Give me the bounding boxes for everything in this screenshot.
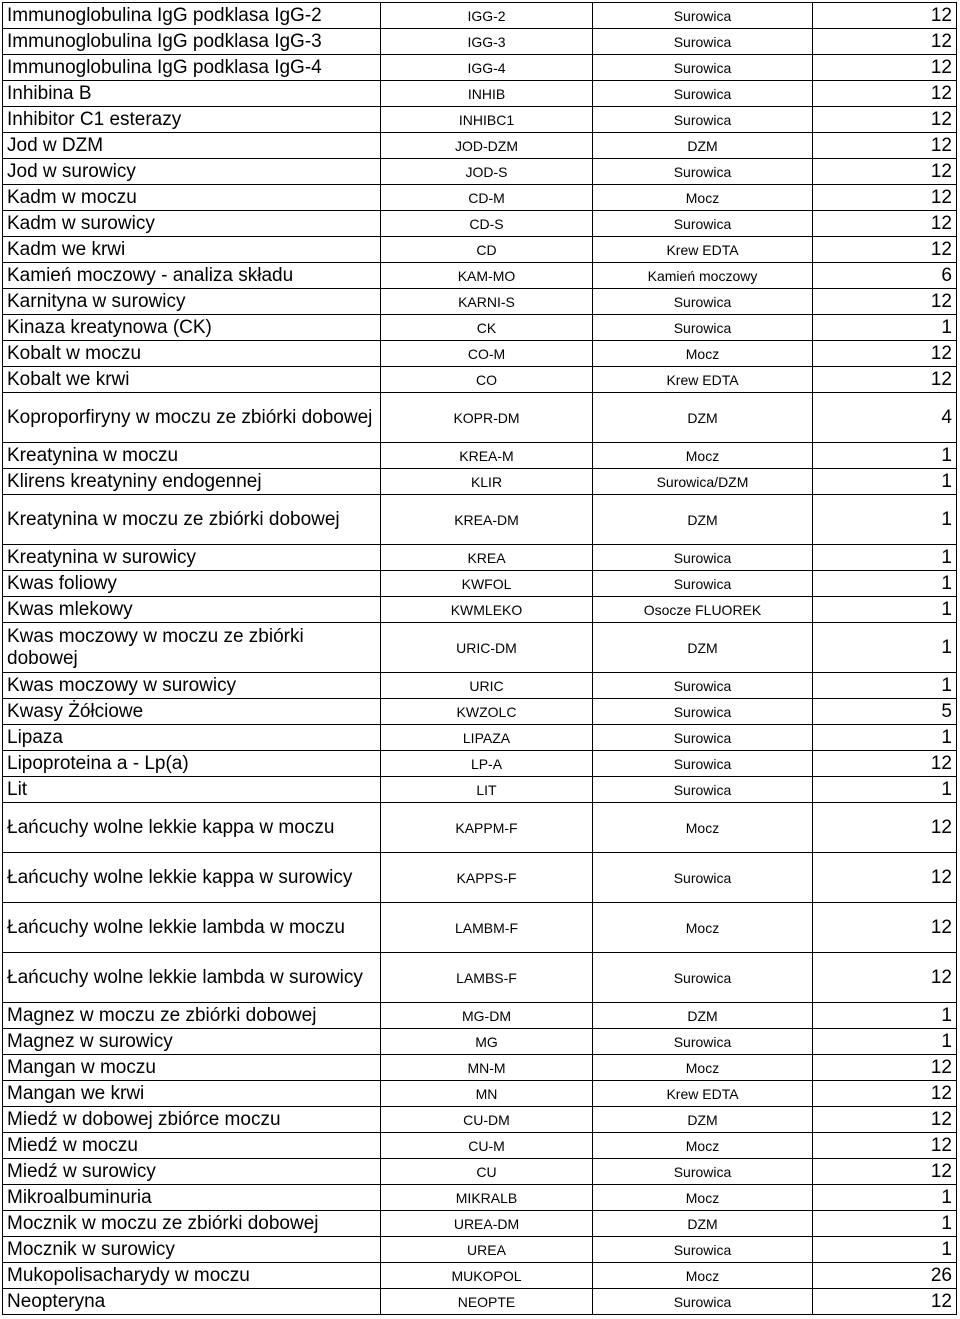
material-cell: Surowica [593, 853, 813, 903]
test-name-cell: Łańcuchy wolne lekkie lambda w moczu [3, 903, 381, 953]
test-name-cell: Mangan w moczu [3, 1055, 381, 1081]
material-cell: Surowica [593, 571, 813, 597]
table-row [3, 107, 957, 133]
table-row [3, 1055, 957, 1081]
material-cell: Surowica [593, 159, 813, 185]
turnaround-days-cell: 12 [813, 1081, 957, 1107]
table-row [3, 1107, 957, 1133]
turnaround-days-cell: 12 [813, 159, 957, 185]
test-name-cell: Lipoproteina a - Lp(a) [3, 751, 381, 777]
test-code-cell: IGG-2 [381, 3, 593, 29]
table-row [3, 699, 957, 725]
test-name-cell: Kadm w moczu [3, 185, 381, 211]
material-cell: Krew EDTA [593, 1081, 813, 1107]
material-cell: Mocz [593, 903, 813, 953]
table-row [3, 1003, 957, 1029]
test-name-cell: Mocznik w moczu ze zbiórki dobowej [3, 1211, 381, 1237]
table-row [3, 545, 957, 571]
table-row [3, 81, 957, 107]
test-code-cell: MG-DM [381, 1003, 593, 1029]
test-code-cell: JOD-DZM [381, 133, 593, 159]
test-code-cell: LAMBS-F [381, 953, 593, 1003]
turnaround-days-cell: 12 [813, 133, 957, 159]
turnaround-days-cell: 12 [813, 751, 957, 777]
test-name-cell: Mocznik w surowicy [3, 1237, 381, 1263]
turnaround-days-cell: 1 [813, 571, 957, 597]
table-row [3, 1159, 957, 1185]
turnaround-days-cell: 12 [813, 81, 957, 107]
table-row [3, 185, 957, 211]
material-cell: Mocz [593, 443, 813, 469]
table-row [3, 1133, 957, 1159]
turnaround-days-cell: 1 [813, 725, 957, 751]
test-name-cell: Lit [3, 777, 381, 803]
test-name-cell: Kwas mlekowy [3, 597, 381, 623]
material-cell: Surowica [593, 81, 813, 107]
test-code-cell: INHIBC1 [381, 107, 593, 133]
material-cell: Surowica/DZM [593, 469, 813, 495]
test-name-cell: Kadm we krwi [3, 237, 381, 263]
material-cell: Surowica [593, 673, 813, 699]
test-code-cell: MUKOPOL [381, 1263, 593, 1289]
turnaround-days-cell: 6 [813, 263, 957, 289]
turnaround-days-cell: 1 [813, 1211, 957, 1237]
turnaround-days-cell: 12 [813, 211, 957, 237]
turnaround-days-cell: 1 [813, 1003, 957, 1029]
test-name-cell: Łańcuchy wolne lekkie kappa w moczu [3, 803, 381, 853]
table-row [3, 1185, 957, 1211]
test-name-cell: Kinaza kreatynowa (CK) [3, 315, 381, 341]
turnaround-days-cell: 1 [813, 597, 957, 623]
turnaround-days-cell: 1 [813, 623, 957, 673]
material-cell: Mocz [593, 1263, 813, 1289]
table-row [3, 725, 957, 751]
test-name-cell: Miedź w dobowej zbiórce moczu [3, 1107, 381, 1133]
test-code-cell: IGG-3 [381, 29, 593, 55]
table-row [3, 1081, 957, 1107]
table-row [3, 903, 957, 953]
material-cell: Surowica [593, 211, 813, 237]
turnaround-days-cell: 26 [813, 1263, 957, 1289]
material-cell: Surowica [593, 1289, 813, 1315]
test-name-cell: Magnez w surowicy [3, 1029, 381, 1055]
test-code-cell: CD-M [381, 185, 593, 211]
test-name-cell: Kreatynina w moczu [3, 443, 381, 469]
turnaround-days-cell: 12 [813, 903, 957, 953]
table-row [3, 367, 957, 393]
test-name-cell: Kobalt we krwi [3, 367, 381, 393]
turnaround-days-cell: 5 [813, 699, 957, 725]
table-row [3, 469, 957, 495]
material-cell: Krew EDTA [593, 237, 813, 263]
test-code-cell: KAPPS-F [381, 853, 593, 903]
table-row [3, 55, 957, 81]
table-row [3, 443, 957, 469]
material-cell: Mocz [593, 1185, 813, 1211]
test-name-cell: Kamień moczowy - analiza składu [3, 263, 381, 289]
material-cell: Mocz [593, 1055, 813, 1081]
table-row [3, 597, 957, 623]
test-code-cell: UREA-DM [381, 1211, 593, 1237]
turnaround-days-cell: 12 [813, 185, 957, 211]
test-code-cell: NEOPTE [381, 1289, 593, 1315]
table-row [3, 1211, 957, 1237]
test-name-cell: Neopteryna [3, 1289, 381, 1315]
turnaround-days-cell: 12 [813, 803, 957, 853]
test-name-cell: Łańcuchy wolne lekkie kappa w surowicy [3, 853, 381, 903]
material-cell: Osocze FLUOREK [593, 597, 813, 623]
table-row [3, 289, 957, 315]
table-row [3, 953, 957, 1003]
test-code-cell: INHIB [381, 81, 593, 107]
material-cell: Surowica [593, 107, 813, 133]
turnaround-days-cell: 1 [813, 777, 957, 803]
material-cell: Surowica [593, 1237, 813, 1263]
table-row [3, 29, 957, 55]
test-code-cell: URIC [381, 673, 593, 699]
test-code-cell: KWFOL [381, 571, 593, 597]
turnaround-days-cell: 12 [813, 1133, 957, 1159]
table-row [3, 673, 957, 699]
table-row [3, 751, 957, 777]
test-code-cell: CO [381, 367, 593, 393]
test-name-cell: Miedź w surowicy [3, 1159, 381, 1185]
material-cell: Surowica [593, 751, 813, 777]
test-name-cell: Klirens kreatyniny endogennej [3, 469, 381, 495]
table-row [3, 3, 957, 29]
table-row [3, 1263, 957, 1289]
test-code-cell: KWMLEKO [381, 597, 593, 623]
test-code-cell: LAMBM-F [381, 903, 593, 953]
turnaround-days-cell: 12 [813, 289, 957, 315]
test-name-cell: Łańcuchy wolne lekkie lambda w surowicy [3, 953, 381, 1003]
material-cell: DZM [593, 1211, 813, 1237]
test-code-cell: CU-M [381, 1133, 593, 1159]
test-code-cell: CO-M [381, 341, 593, 367]
test-name-cell: Kwas moczowy w surowicy [3, 673, 381, 699]
material-cell: Krew EDTA [593, 367, 813, 393]
material-cell: Surowica [593, 777, 813, 803]
test-name-cell: Miedź w moczu [3, 1133, 381, 1159]
material-cell: DZM [593, 1107, 813, 1133]
material-cell: Surowica [593, 289, 813, 315]
test-name-cell: Kwasy Żółciowe [3, 699, 381, 725]
turnaround-days-cell: 12 [813, 953, 957, 1003]
test-code-cell: MIKRALB [381, 1185, 593, 1211]
table-row [3, 495, 957, 545]
turnaround-days-cell: 1 [813, 1029, 957, 1055]
turnaround-days-cell: 1 [813, 545, 957, 571]
test-code-cell: CK [381, 315, 593, 341]
material-cell: DZM [593, 393, 813, 443]
test-name-cell: Inhibitor C1 esterazy [3, 107, 381, 133]
test-code-cell: MN [381, 1081, 593, 1107]
test-code-cell: CD [381, 237, 593, 263]
turnaround-days-cell: 12 [813, 341, 957, 367]
turnaround-days-cell: 4 [813, 393, 957, 443]
table-row [3, 159, 957, 185]
test-name-cell: Lipaza [3, 725, 381, 751]
turnaround-days-cell: 1 [813, 1185, 957, 1211]
turnaround-days-cell: 12 [813, 107, 957, 133]
table-row [3, 1237, 957, 1263]
turnaround-days-cell: 12 [813, 367, 957, 393]
test-name-cell: Kadm w surowicy [3, 211, 381, 237]
test-code-cell: MN-M [381, 1055, 593, 1081]
test-name-cell: Kobalt w moczu [3, 341, 381, 367]
table-row [3, 1029, 957, 1055]
turnaround-days-cell: 12 [813, 1289, 957, 1315]
table-row [3, 341, 957, 367]
test-code-cell: CU [381, 1159, 593, 1185]
material-cell: Surowica [593, 29, 813, 55]
table-row [3, 263, 957, 289]
test-name-cell: Mangan we krwi [3, 1081, 381, 1107]
material-cell: Surowica [593, 725, 813, 751]
table-row [3, 393, 957, 443]
material-cell: Surowica [593, 3, 813, 29]
test-code-cell: KREA-M [381, 443, 593, 469]
turnaround-days-cell: 12 [813, 853, 957, 903]
test-code-cell: IGG-4 [381, 55, 593, 81]
table-row [3, 803, 957, 853]
turnaround-days-cell: 12 [813, 29, 957, 55]
test-name-cell: Immunoglobulina IgG podklasa IgG-4 [3, 55, 381, 81]
material-cell: Mocz [593, 341, 813, 367]
test-code-cell: UREA [381, 1237, 593, 1263]
test-code-cell: CU-DM [381, 1107, 593, 1133]
material-cell: Surowica [593, 1029, 813, 1055]
table-row [3, 133, 957, 159]
test-name-cell: Koproporfiryny w moczu ze zbiórki dobowej [3, 393, 381, 443]
test-name-cell: Kwas moczowy w moczu ze zbiórki dobowej [3, 623, 381, 673]
test-name-cell: Inhibina B [3, 81, 381, 107]
test-table-body [3, 3, 957, 1315]
test-name-cell: Magnez w moczu ze zbiórki dobowej [3, 1003, 381, 1029]
test-name-cell: Jod w DZM [3, 133, 381, 159]
turnaround-days-cell: 12 [813, 1159, 957, 1185]
test-code-cell: URIC-DM [381, 623, 593, 673]
turnaround-days-cell: 1 [813, 443, 957, 469]
turnaround-days-cell: 1 [813, 315, 957, 341]
table-row [3, 623, 957, 673]
test-name-cell: Mikroalbuminuria [3, 1185, 381, 1211]
material-cell: Mocz [593, 1133, 813, 1159]
test-name-cell: Karnityna w surowicy [3, 289, 381, 315]
table-row [3, 571, 957, 597]
material-cell: DZM [593, 133, 813, 159]
test-code-cell: CD-S [381, 211, 593, 237]
table-row [3, 237, 957, 263]
test-code-cell: LIPAZA [381, 725, 593, 751]
table-row [3, 1289, 957, 1315]
material-cell: Mocz [593, 185, 813, 211]
test-name-cell: Kreatynina w moczu ze zbiórki dobowej [3, 495, 381, 545]
material-cell: DZM [593, 623, 813, 673]
test-code-cell: KAPPM-F [381, 803, 593, 853]
material-cell: DZM [593, 495, 813, 545]
test-name-cell: Mukopolisacharydy w moczu [3, 1263, 381, 1289]
test-code-cell: JOD-S [381, 159, 593, 185]
test-code-cell: KREA-DM [381, 495, 593, 545]
material-cell: Surowica [593, 699, 813, 725]
turnaround-days-cell: 1 [813, 469, 957, 495]
test-code-cell: MG [381, 1029, 593, 1055]
test-code-cell: KARNI-S [381, 289, 593, 315]
test-name-cell: Kwas foliowy [3, 571, 381, 597]
table-row [3, 777, 957, 803]
table-row [3, 211, 957, 237]
material-cell: Mocz [593, 803, 813, 853]
material-cell: DZM [593, 1003, 813, 1029]
test-name-cell: Kreatynina w surowicy [3, 545, 381, 571]
turnaround-days-cell: 12 [813, 55, 957, 81]
material-cell: Surowica [593, 953, 813, 1003]
turnaround-days-cell: 1 [813, 673, 957, 699]
test-name-cell: Immunoglobulina IgG podklasa IgG-2 [3, 3, 381, 29]
material-cell: Surowica [593, 55, 813, 81]
test-table [2, 2, 957, 1315]
table-row [3, 853, 957, 903]
test-name-cell: Jod w surowicy [3, 159, 381, 185]
material-cell: Surowica [593, 1159, 813, 1185]
test-code-cell: KAM-MO [381, 263, 593, 289]
test-code-cell: KWZOLC [381, 699, 593, 725]
test-code-cell: LIT [381, 777, 593, 803]
test-code-cell: KOPR-DM [381, 393, 593, 443]
turnaround-days-cell: 12 [813, 1055, 957, 1081]
turnaround-days-cell: 1 [813, 495, 957, 545]
turnaround-days-cell: 1 [813, 1237, 957, 1263]
material-cell: Surowica [593, 315, 813, 341]
table-row [3, 315, 957, 341]
turnaround-days-cell: 12 [813, 1107, 957, 1133]
turnaround-days-cell: 12 [813, 3, 957, 29]
turnaround-days-cell: 12 [813, 237, 957, 263]
test-code-cell: LP-A [381, 751, 593, 777]
material-cell: Surowica [593, 545, 813, 571]
material-cell: Kamień moczowy [593, 263, 813, 289]
test-code-cell: KLIR [381, 469, 593, 495]
test-name-cell: Immunoglobulina IgG podklasa IgG-3 [3, 29, 381, 55]
test-code-cell: KREA [381, 545, 593, 571]
